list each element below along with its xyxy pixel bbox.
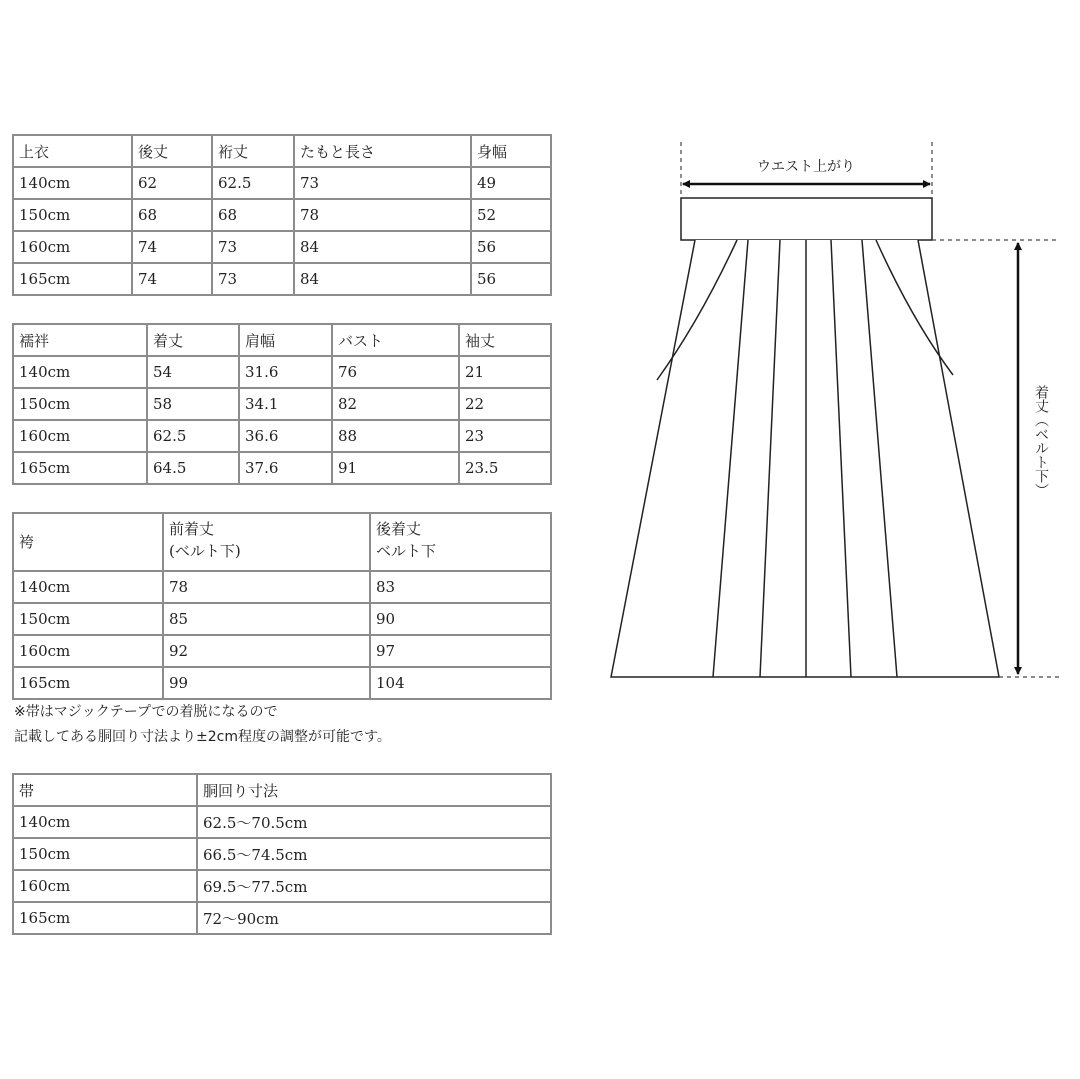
cell: 78 [163, 571, 370, 603]
cell: 83 [370, 571, 551, 603]
cell: 160cm [13, 870, 197, 902]
header-cell: 胴回り寸法 [197, 774, 551, 806]
cell: 73 [212, 263, 294, 295]
cell: 58 [147, 388, 239, 420]
header-label: 後着丈 [376, 520, 422, 538]
cell: 160cm [13, 635, 163, 667]
cell: 140cm [13, 167, 132, 199]
cell: 68 [132, 199, 212, 231]
cell: 160cm [13, 231, 132, 263]
cell: 54 [147, 356, 239, 388]
cell: 165cm [13, 263, 132, 295]
cell: 165cm [13, 902, 197, 934]
cell: 62.5〜70.5cm [197, 806, 551, 838]
header-cell: 着丈 [147, 324, 239, 356]
cell: 74 [132, 231, 212, 263]
cell: 34.1 [239, 388, 332, 420]
header-cell: 後丈 [132, 135, 212, 167]
cell: 140cm [13, 806, 197, 838]
cell: 23.5 [459, 452, 551, 484]
cell: 62.5 [212, 167, 294, 199]
cell: 62 [132, 167, 212, 199]
header-cell: 裄丈 [212, 135, 294, 167]
cell: 73 [294, 167, 471, 199]
header-cell: バスト [332, 324, 459, 356]
cell: 56 [471, 263, 551, 295]
cell: 165cm [13, 452, 147, 484]
cell: 52 [471, 199, 551, 231]
cell: 90 [370, 603, 551, 635]
header-sublabel: ベルト下 [376, 542, 437, 560]
waistband [681, 198, 932, 240]
cell: 23 [459, 420, 551, 452]
cell: 140cm [13, 356, 147, 388]
cell: 150cm [13, 603, 163, 635]
header-cell: 上衣 [13, 135, 132, 167]
cell: 64.5 [147, 452, 239, 484]
cell: 160cm [13, 420, 147, 452]
cell: 36.6 [239, 420, 332, 452]
cell: 66.5〜74.5cm [197, 838, 551, 870]
note-line: 記載してある胴回り寸法より±2cm程度の調整が可能です。 [14, 729, 391, 745]
cell: 74 [132, 263, 212, 295]
cell: 78 [294, 199, 471, 231]
cell: 150cm [13, 838, 197, 870]
cell: 73 [212, 231, 294, 263]
header-cell: 身幅 [471, 135, 551, 167]
cell: 68 [212, 199, 294, 231]
header-cell: 襦袢 [13, 324, 147, 356]
length-label: 着丈︵ベルト下︶ [1033, 385, 1049, 497]
header-sublabel: (ベルト下) [169, 542, 241, 560]
header-cell: 肩幅 [239, 324, 332, 356]
skirt-outline [611, 240, 999, 677]
header-cell: たもと長さ [294, 135, 471, 167]
cell: 91 [332, 452, 459, 484]
header-label: 袴 [19, 533, 35, 551]
cell: 88 [332, 420, 459, 452]
cell: 97 [370, 635, 551, 667]
cell: 165cm [13, 667, 163, 699]
cell: 72〜90cm [197, 902, 551, 934]
cell: 62.5 [147, 420, 239, 452]
cell: 69.5〜77.5cm [197, 870, 551, 902]
cell: 49 [471, 167, 551, 199]
cell: 150cm [13, 388, 147, 420]
waist-label: ウエスト上がり [757, 159, 855, 175]
cell: 84 [294, 231, 471, 263]
cell: 85 [163, 603, 370, 635]
note-line: ※帯はマジックテープでの着脱になるので [14, 704, 278, 720]
cell: 21 [459, 356, 551, 388]
cell: 92 [163, 635, 370, 667]
cell: 56 [471, 231, 551, 263]
cell: 76 [332, 356, 459, 388]
header-label: 前着丈 [169, 520, 215, 538]
cell: 140cm [13, 571, 163, 603]
cell: 31.6 [239, 356, 332, 388]
cell: 37.6 [239, 452, 332, 484]
header-cell: 帯 [13, 774, 197, 806]
cell: 84 [294, 263, 471, 295]
header-cell: 袖丈 [459, 324, 551, 356]
cell: 150cm [13, 199, 132, 231]
cell: 99 [163, 667, 370, 699]
cell: 104 [370, 667, 551, 699]
cell: 22 [459, 388, 551, 420]
cell: 82 [332, 388, 459, 420]
